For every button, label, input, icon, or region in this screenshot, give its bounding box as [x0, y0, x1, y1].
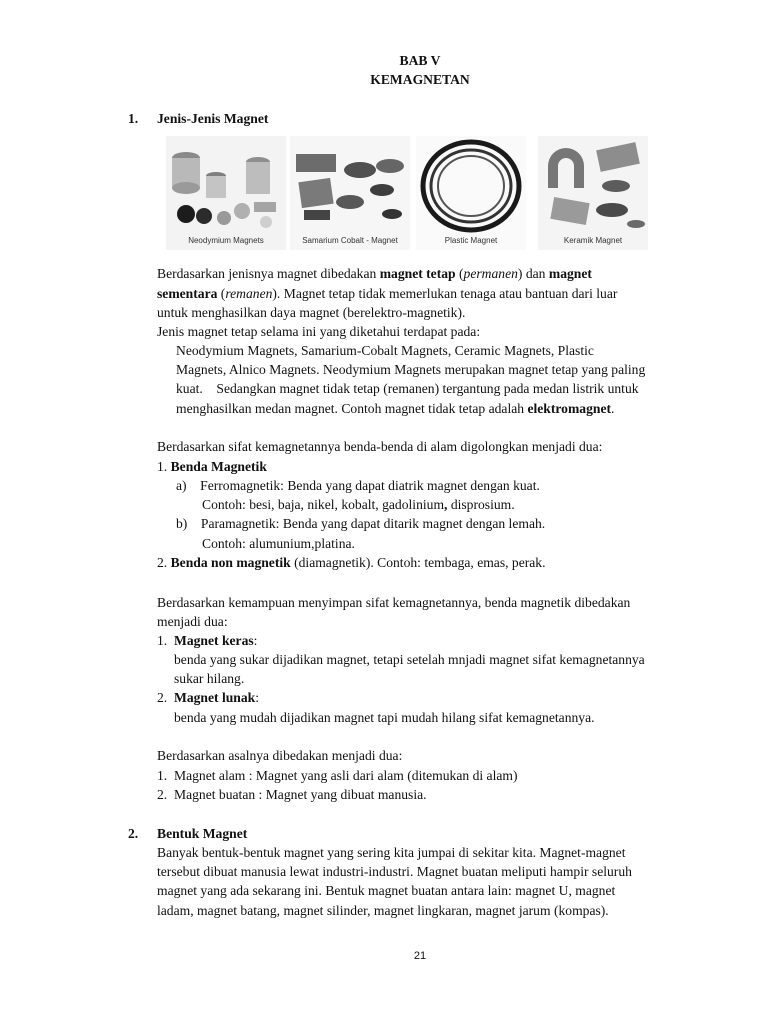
samarium-caption: Samarium Cobalt - Magnet [302, 236, 398, 245]
section-2-line3: magnet yang ada sekarang ini. Bentuk magnet buatan antara lain: magnet U, magnet [157, 883, 616, 898]
para1-line2: sementara (remanen). Magnet tetap tidak memerlukan tenaga atau bantuan dari luar [157, 286, 618, 301]
keramik-magnet-photo-icon [538, 136, 648, 250]
section-2-line2: tersebut dibuat manusia lewat industri-industri. Magnet buatan meliputi hampir seluruh [157, 864, 632, 879]
section-1-heading: Jenis-Jenis Magnet [157, 111, 269, 126]
para1-line3: untuk menghasilkan daya magnet (berelektro-magnetik). [157, 305, 466, 320]
section-2-line4: ladam, magnet batang, magnet silinder, magnet lingkaran, magnet jarum (kompas). [157, 903, 609, 918]
section-1-number: 1. [128, 111, 139, 126]
keramik-caption: Keramik Magnet [563, 236, 623, 245]
plastic-magnet-photo-icon [416, 136, 526, 250]
para4-item2: 2. Magnet buatan : Magnet yang dibuat manusia. [157, 787, 427, 802]
page-number: 21 [413, 950, 427, 962]
plastic-caption: Plastic Magnet [444, 236, 498, 245]
para3-item1-desc-line2: sukar hilang. [174, 671, 245, 686]
neodymium-caption: Neodymium Magnets [188, 236, 264, 245]
para2-item1: 1. Benda Magnetik [157, 459, 267, 474]
para2-item1-a-example: Contoh: besi, baja, nikel, kobalt, gadolinium, disprosium. [202, 497, 515, 512]
para3-intro-line1: Berdasarkan kemampuan menyimpan sifat kemagnetannya, benda magnetik dibedakan [157, 595, 631, 610]
para2-item1-b: b) Paramagnetik: Benda yang dapat ditarik magnet dengan lemah. [176, 516, 546, 531]
section-2-line1: Banyak bentuk-bentuk magnet yang sering kita jumpai di sekitar kita. Magnet-magnet [157, 845, 626, 860]
para4-intro: Berdasarkan asalnya dibedakan menjadi dua: [157, 748, 403, 763]
para2-item1-a: a) Ferromagnetik: Benda yang dapat diatrik magnet dengan kuat. [176, 478, 540, 493]
para1-line4: Jenis magnet tetap selama ini yang diketahui terdapat pada: [157, 324, 481, 339]
samarium-cobalt-magnet-photo-icon [290, 136, 410, 250]
para3-item1: 1. Magnet keras: [157, 633, 258, 648]
para2-item2: 2. Benda non magnetik (diamagnetik). Contoh: tembaga, emas, perak. [157, 555, 546, 570]
para1-line7: kuat. Sedangkan magnet tidak tetap (remanen) tergantung pada medan listrik untuk [176, 381, 639, 396]
para1-line8: menghasilkan medan magnet. Contoh magnet tidak tetap adalah elektromagnet. [176, 401, 615, 416]
chapter-title: KEMAGNETAN [370, 72, 470, 87]
section-2-number: 2. [128, 826, 139, 841]
section-2-heading: Bentuk Magnet [157, 826, 248, 841]
neodymium-magnets-photo-icon [166, 136, 286, 250]
magnet-photo-strip [166, 136, 646, 250]
chapter-label: BAB V [399, 53, 441, 68]
para1-line1: Berdasarkan jenisnya magnet dibedakan magnet tetap (permanen) dan magnet [157, 266, 592, 281]
para3-item1-desc-line1: benda yang sukar dijadikan magnet, tetapi setelah mnjadi magnet sifat kemagnetannya [174, 652, 645, 667]
para2-item1-b-example: Contoh: alumunium,platina. [202, 536, 355, 551]
para1-line6: Magnets, Alnico Magnets. Neodymium Magnets merupakan magnet tetap yang paling [176, 362, 646, 377]
para1-line5: Neodymium Magnets, Samarium-Cobalt Magnets, Ceramic Magnets, Plastic [176, 343, 594, 358]
para3-item2: 2. Magnet lunak: [157, 690, 259, 705]
para3-intro-line2: menjadi dua: [157, 614, 228, 629]
para4-item1: 1. Magnet alam : Magnet yang asli dari alam (ditemukan di alam) [157, 768, 518, 783]
para3-item2-desc: benda yang mudah dijadikan magnet tapi mudah hilang sifat kemagnetannya. [174, 710, 595, 725]
para2-intro: Berdasarkan sifat kemagnetannya benda-benda di alam digolongkan menjadi dua: [157, 439, 603, 454]
